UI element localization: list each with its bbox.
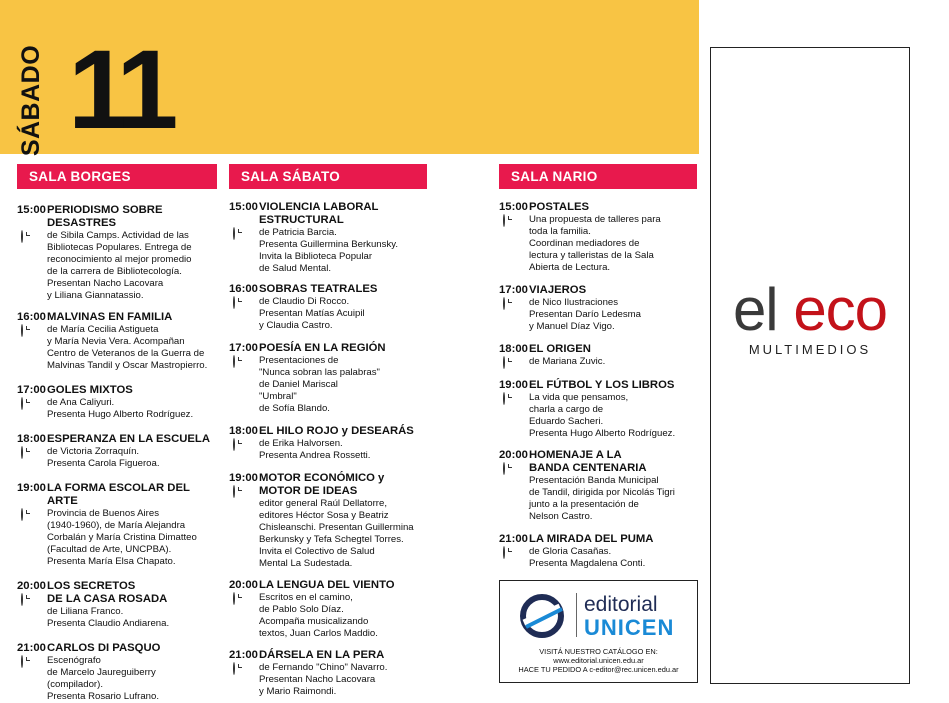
clock-icon	[503, 297, 505, 310]
unicen-info-email: HACE TU PEDIDO A c-editor@rec.unicen.edu.ar	[518, 665, 679, 674]
event-item	[17, 384, 217, 421]
column-sala-sabato	[229, 164, 439, 698]
clock-icon	[503, 546, 505, 559]
eleco-word-el: el	[732, 276, 778, 343]
event-item	[17, 433, 217, 470]
event-time: 15:00	[499, 201, 528, 213]
day-name: SÁBADO	[17, 44, 46, 156]
event-time: 15:00	[229, 201, 258, 213]
event-title: SOBRAS TEATRALES	[259, 283, 378, 295]
clock-icon	[233, 438, 235, 451]
event-title: MOTOR ECONÓMICO y MOTOR DE IDEAS	[259, 472, 385, 497]
event-time: 21:00	[499, 533, 528, 545]
event-title: DÁRSELA EN LA PERA	[259, 649, 385, 661]
event-item	[229, 342, 439, 415]
unicen-ad	[499, 580, 698, 683]
clock-icon	[233, 296, 235, 309]
clock-icon	[21, 397, 23, 410]
unicen-info-line: VISITÁ NUESTRO CATÁLOGO EN:	[539, 647, 658, 656]
event-item	[499, 379, 699, 440]
clock-icon	[21, 655, 23, 668]
eleco-subtitle: MULTIMEDIOS	[748, 342, 872, 357]
event-desc: Presentación Banda Municipal de Tandil, dirigida por Nicolás Tigri junto a la presentación de Nelson Castro.	[529, 475, 675, 522]
sala-header: SALA BORGES	[17, 164, 217, 189]
eleco-logo	[711, 276, 909, 357]
event-title: LOS SECRETOS DE LA CASA ROSADA	[47, 580, 168, 605]
event-time: 18:00	[229, 425, 258, 437]
clock-icon	[233, 592, 235, 605]
event-time: 20:00	[17, 580, 46, 592]
event-item	[499, 343, 699, 369]
event-item	[499, 284, 699, 333]
event-desc: Presentaciones de "Nunca sobran las palabras" de Daniel Mariscal "Umbral" de Sofía Blando.	[259, 355, 380, 414]
event-title: EL FÚTBOL Y LOS LIBROS	[529, 379, 675, 391]
event-time: 21:00	[229, 649, 258, 661]
event-desc: de María Cecilia Astigueta y María Nevia Vera. Acompañan Centro de Veteranos de la Guerra de Malvinas Tandil y Oscar Mastropierro.	[47, 324, 208, 371]
event-item	[17, 311, 217, 372]
event-time: 19:00	[17, 482, 46, 494]
event-title: ESPERANZA EN LA ESCUELA	[47, 433, 210, 445]
clock-icon	[503, 214, 505, 227]
clock-icon	[503, 356, 505, 369]
event-time: 20:00	[499, 449, 528, 461]
event-time: 17:00	[17, 384, 46, 396]
event-desc: de Nico Ilustraciones Presentan Darío Ledesma y Manuel Díaz Vigo.	[529, 297, 641, 332]
event-desc: La vida que pensamos, charla a cargo de Eduardo Sacheri. Presenta Hugo Alberto Rodríguez.	[529, 392, 676, 439]
event-title: VIAJEROS	[529, 284, 587, 296]
event-title: LA MIRADA DEL PUMA	[529, 533, 654, 545]
eleco-ad	[710, 47, 910, 684]
event-desc: de Ana Caliyuri. Presenta Hugo Alberto Rodríguez.	[47, 397, 194, 420]
sala-header: SALA SÁBATO	[229, 164, 427, 189]
event-item	[499, 449, 699, 523]
event-desc: de Sibila Camps. Actividad de las Bibliotecas Populares. Entrega de reconocimiento al mejor promedio de la carrera de Bibliotecología. Presentan Nacho Lacovara y Liliana Giannatassio.	[47, 230, 192, 301]
event-time: 17:00	[229, 342, 258, 354]
event-item	[229, 472, 439, 570]
event-time: 21:00	[17, 642, 46, 654]
event-item	[229, 201, 439, 275]
event-desc: de Patricia Barcia. Presenta Guillermina Berkunsky. Invita la Biblioteca Popular de Salud Mental.	[259, 227, 398, 274]
event-title: POESÍA EN LA REGIÓN	[259, 342, 386, 354]
event-item	[17, 580, 217, 630]
event-title: MALVINAS EN FAMILIA	[47, 311, 173, 323]
event-desc: editor general Raúl Dellatorre, editores Héctor Sosa y Beatriz Chisleanschi. Presentan Guillermina Berkunsky y Tefa Schegtel Torres. Invita el Colectivo de Salud Mental La Sudestada.	[259, 498, 414, 569]
unicen-info	[500, 647, 697, 674]
eleco-word-eco: eco	[793, 276, 888, 343]
event-item	[17, 642, 217, 703]
unicen-logo-icon	[516, 589, 568, 641]
unicen-word-editorial: editorial	[584, 593, 658, 616]
day-number: 11	[68, 27, 171, 152]
event-time: 17:00	[499, 284, 528, 296]
event-desc: de Liliana Franco. Presenta Claudio Andiarena.	[47, 606, 170, 629]
event-item	[499, 201, 699, 274]
clock-icon	[21, 230, 23, 243]
clock-icon	[21, 593, 23, 606]
event-title: EL ORIGEN	[529, 343, 591, 355]
event-title: PERIODISMO SOBRE DESASTRES	[47, 204, 163, 229]
event-item	[229, 579, 439, 640]
clock-icon	[233, 662, 235, 675]
event-time: 16:00	[17, 311, 46, 323]
clock-icon	[503, 392, 505, 405]
clock-icon	[21, 508, 23, 521]
event-title: LA FORMA ESCOLAR DEL ARTE	[47, 482, 190, 507]
event-desc: Escenógrafo de Marcelo Jaureguiberry (compilador). Presenta Rosario Lufrano.	[47, 655, 159, 702]
event-item	[229, 283, 439, 332]
clock-icon	[21, 446, 23, 459]
clock-icon	[503, 462, 505, 475]
column-sala-borges	[17, 164, 217, 703]
event-desc: de Fernando "Chino" Navarro. Presentan Nacho Lacovara y Mario Raimondi.	[259, 662, 388, 697]
column-sala-nario	[499, 164, 699, 570]
unicen-info-url: www.editorial.unicen.edu.ar	[553, 656, 644, 665]
event-desc: de Claudio Di Rocco. Presentan Matías Acuipil y Claudia Castro.	[259, 296, 365, 331]
event-title: VIOLENCIA LABORAL ESTRUCTURAL	[259, 201, 379, 226]
event-desc: de Erika Halvorsen. Presenta Andrea Rossetti.	[259, 438, 371, 461]
event-desc: Provincia de Buenos Aires (1940-1960), de María Alejandra Corbalán y María Cristina Dimatteo (Facultad de Arte, UNCPBA). Presenta María Elsa Chapato.	[47, 508, 197, 567]
unicen-divider	[576, 593, 577, 637]
event-title: CARLOS DI PASQUO	[47, 642, 161, 654]
event-time: 19:00	[229, 472, 258, 484]
event-title: POSTALES	[529, 201, 590, 213]
unicen-word-unicen: UNICEN	[584, 615, 675, 640]
event-title: GOLES MIXTOS	[47, 384, 133, 396]
event-title: HOMENAJE A LA BANDA CENTENARIA	[529, 449, 647, 474]
event-item	[499, 533, 699, 570]
event-desc: Una propuesta de talleres para toda la familia. Coordinan mediadores de lectura y talleristas de la Sala Abierta de Lectura.	[529, 214, 661, 273]
event-desc: Escritos en el camino, de Pablo Solo Díaz. Acompaña musicalizando textos, Juan Carlos Maddio.	[259, 592, 378, 639]
event-item	[17, 204, 217, 302]
event-desc: de Mariana Zuvic.	[529, 356, 606, 367]
event-time: 18:00	[499, 343, 528, 355]
event-title: LA LENGUA DEL VIENTO	[259, 579, 395, 591]
clock-icon	[233, 227, 235, 240]
event-desc: de Gloria Casañas. Presenta Magdalena Conti.	[529, 546, 646, 569]
event-time: 15:00	[17, 204, 46, 216]
event-title: EL HILO ROJO y DESEARÁS	[259, 425, 414, 437]
event-time: 20:00	[229, 579, 258, 591]
event-time: 18:00	[17, 433, 46, 445]
event-time: 19:00	[499, 379, 528, 391]
sala-header: SALA NARIO	[499, 164, 697, 189]
event-desc: de Victoria Zorraquín. Presenta Carola Figueroa.	[47, 446, 160, 469]
event-time: 16:00	[229, 283, 258, 295]
event-item	[17, 482, 217, 568]
clock-icon	[233, 485, 235, 498]
event-item	[229, 425, 439, 462]
event-item	[229, 649, 439, 698]
clock-icon	[21, 324, 23, 337]
clock-icon	[233, 355, 235, 368]
